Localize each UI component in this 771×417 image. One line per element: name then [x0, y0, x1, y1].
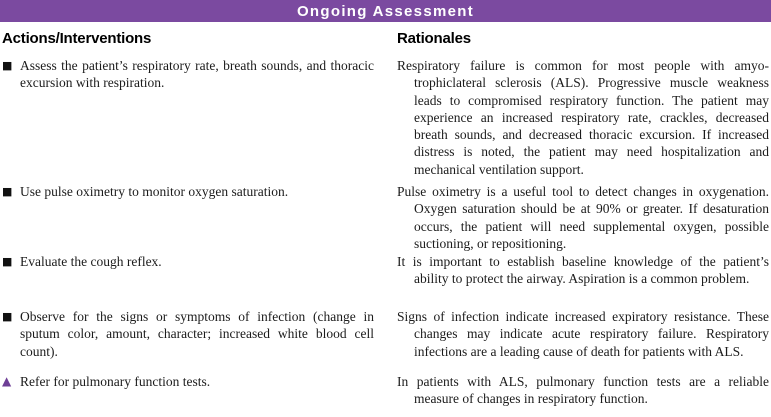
action-text: Evaluate the cough reflex. [20, 254, 162, 269]
action-text: Assess the patient’s respiratory rate, breath sounds, and thoracic excursion with respiration. [20, 58, 374, 91]
action-text: Observe for the signs or symptoms of infection (change in sputum color, amount, character; increased white blood cell count). [20, 309, 374, 359]
rationale-text: Signs of infection indicate increased expiratory resistance. These changes may indicate acute respiratory failure. Respiratory infections are a leading cause of death for patients with ALS. [397, 309, 769, 359]
action-text: Refer for pulmonary function tests. [20, 374, 211, 389]
action-item [2, 57, 374, 183]
assessment-row [2, 308, 769, 373]
column-header-rationales: Rationales [397, 30, 471, 47]
assessment-rows [0, 57, 771, 408]
square-bullet-icon: ■ [2, 59, 13, 72]
assessment-row [2, 183, 769, 253]
column-header-actions-interventions: Actions/Interventions [2, 30, 152, 47]
square-bullet-icon: ■ [2, 310, 13, 323]
section-title: Ongoing Assessment [296, 2, 475, 20]
action-item [2, 183, 374, 253]
section-title-bar [0, 0, 771, 22]
assessment-row [2, 57, 769, 183]
action-item [2, 373, 374, 408]
action-text: Use pulse oximetry to monitor oxygen saturation. [20, 184, 289, 199]
triangle-bullet-icon: ▲ [2, 374, 12, 388]
rationale-text: In patients with ALS, pulmonary function tests are a reliable measure of changes in respiratory function. [397, 374, 769, 407]
square-bullet-icon: ■ [2, 255, 13, 268]
square-bullet-icon: ■ [2, 185, 13, 198]
assessment-row [2, 373, 769, 408]
action-item [2, 253, 374, 308]
rationale-text: It is important to establish baseline knowledge of the patient’s ability to protect the airway. Aspiration is a common problem. [397, 254, 769, 287]
assessment-row [2, 253, 769, 308]
action-item [2, 308, 374, 373]
rationale-text: Pulse oximetry is a useful tool to detect changes in oxygenation. Oxygen saturation should be at 90% or greater. If desaturation occurs, the patient will need supplemental oxygen, possible suctioning, or repositioning. [397, 184, 769, 251]
rationale-text: Respiratory failure is common for most people with amyotrophiclateral sclerosis (ALS). Progressive muscle weakness leads to compromised respiratory function. The patient may experience an increased respiratory rate, crackles, decreased breath sounds, and decreased thoracic excursion. If increased distress is noted, the patient may need hospitalization and mechanical ventilation support. [397, 58, 769, 177]
column-headers [0, 22, 771, 57]
